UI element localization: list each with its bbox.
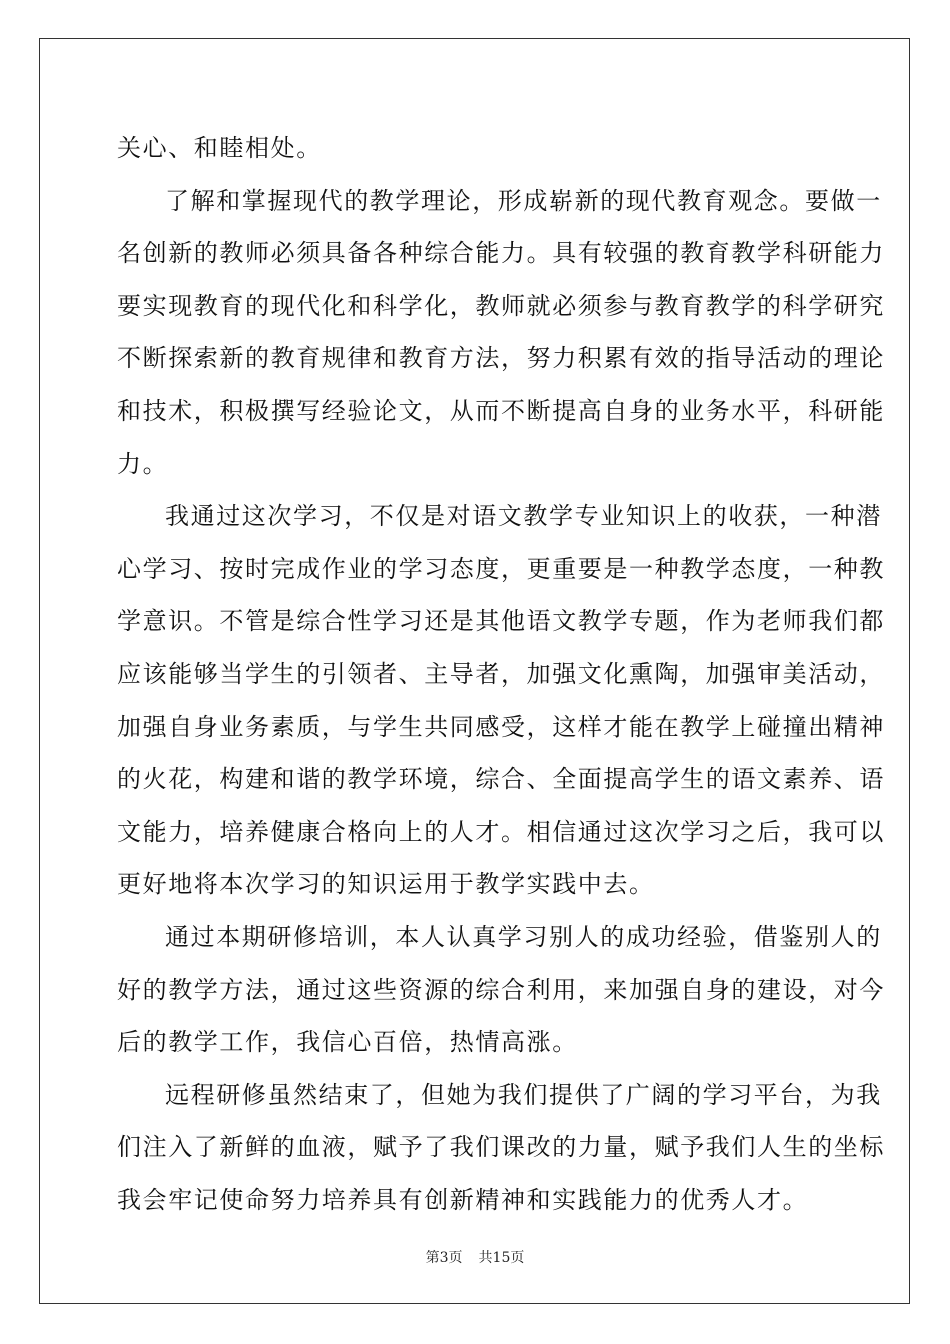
text-line: 心学习、按时完成作业的学习态度，更重要是一种教学态度，一种教 xyxy=(117,554,885,583)
text-line: 应该能够当学生的引领者、主导者，加强文化熏陶，加强审美活动， xyxy=(117,659,885,688)
text-line: 关心、和睦相处。 xyxy=(117,134,322,162)
text-line: 学意识。不管是综合性学习还是其他语文教学专题，作为老师我们都 xyxy=(117,607,885,636)
text-line: 不断探索新的教育规律和教育方法，努力积累有效的指导活动的理论 xyxy=(117,344,885,373)
text-line: 们注入了新鲜的血液，赋予了我们课改的力量，赋予我们人生的坐标 xyxy=(117,1133,885,1162)
paragraph-start-line: 通过本期研修培训，本人认真学习别人的成功经验，借鉴别人的 xyxy=(165,922,882,951)
paragraph-start-line: 远程研修虽然结束了，但她为我们提供了广阔的学习平台，为我 xyxy=(165,1080,882,1109)
text-line: 后的教学工作，我信心百倍，热情高涨。 xyxy=(117,1028,578,1057)
page-total: 共15页 xyxy=(478,1250,525,1266)
text-line: 要实现教育的现代化和科学化，教师就必须参与教育教学的科学研究 xyxy=(117,291,885,320)
text-line: 和技术，积极撰写经验论文，从而不断提高自身的业务水平，科研能 xyxy=(117,396,885,425)
text-line: 力。 xyxy=(117,449,169,478)
document-body xyxy=(117,128,885,1232)
text-line: 加强自身业务素质，与学生共同感受，这样才能在教学上碰撞出精神 xyxy=(117,712,885,741)
text-line: 更好地将本次学习的知识运用于教学实践中去。 xyxy=(117,870,655,899)
page-footer xyxy=(0,1247,950,1267)
text-line: 的火花，构建和谐的教学环境，综合、全面提高学生的语文素养、语 xyxy=(117,765,885,794)
text-line: 好的教学方法，通过这些资源的综合利用，来加强自身的建设，对今 xyxy=(117,975,885,1004)
text-line: 文能力，培养健康合格向上的人才。相信通过这次学习之后，我可以 xyxy=(117,817,885,846)
paragraph-start-line: 了解和掌握现代的教学理论，形成崭新的现代教育观念。要做一 xyxy=(165,186,882,215)
page-number: 第3页 xyxy=(425,1250,463,1266)
text-line: 名创新的教师必须具备各种综合能力。具有较强的教育教学科研能力 xyxy=(117,239,885,268)
text-line: 我会牢记使命努力培养具有创新精神和实践能力的优秀人才。 xyxy=(117,1185,809,1214)
paragraph-start-line: 我通过这次学习，不仅是对语文教学专业知识上的收获，一种潜 xyxy=(165,502,882,531)
